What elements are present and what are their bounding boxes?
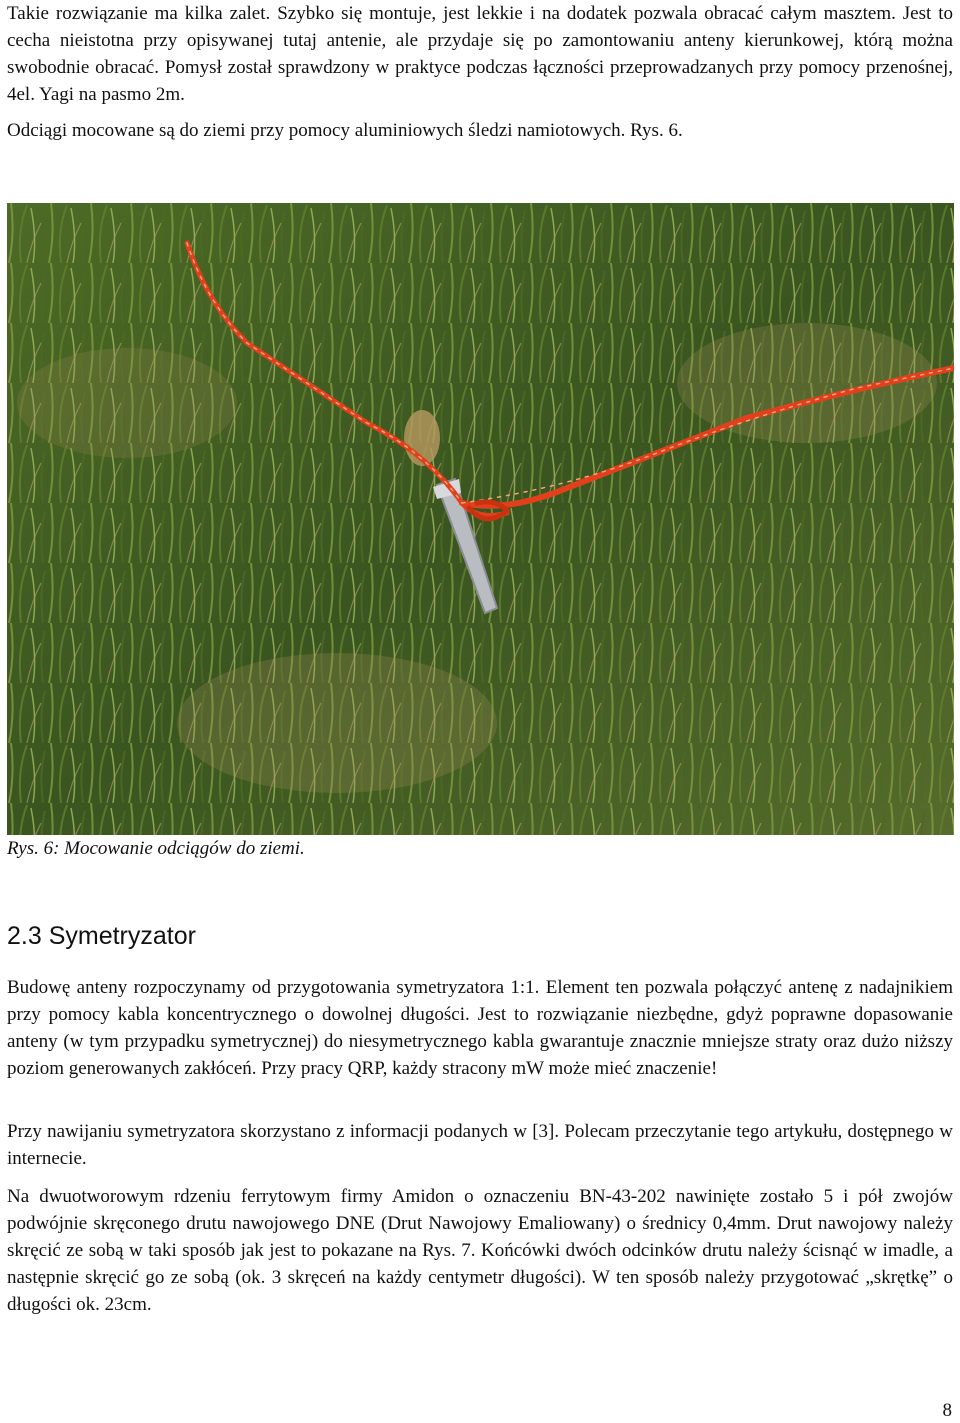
intro-paragraph-2: Odciągi mocowane są do ziemi przy pomocy aluminiowych śledzi namiotowych. Rys. 6.	[7, 120, 683, 141]
page-number: 8	[942, 1400, 952, 1421]
section-paragraph-1: Budowę anteny rozpoczynamy od przygotowania symetryzatora 1:1. Element ten pozwala połączyć antenę z nadajnikiem przy pomocy kabla koncentrycznego o dowolnej długości. Jest to rozwiązanie niezbędne, gdyż poprawne dopasowanie anteny (w tym przypadku symetrycznej) do niesymetrycznego kabla gwarantuje znacznie mniejsze straty oraz dużo niższy poziom generowanych zakłóceń. Przy pracy QRP, każdy stracony mW może mieć znaczenie!	[7, 977, 953, 1079]
grass-photo-illustration	[7, 203, 954, 835]
figure-caption: Rys. 6: Mocowanie odciągów do ziemi.	[7, 838, 305, 859]
section-paragraph-3: Na dwuotworowym rdzeniu ferrytowym firmy Amidon o oznaczeniu BN-43-202 nawinięte zostało 5 i pół zwojów podwójnie skręconego drutu nawojowego DNE (Drut Nawojowy Emaliowany) o średnicy 0,4mm. Drut nawojowy należy skręcić ze sobą w taki sposób jak jest to pokazane na Rys. 7. Końcówki dwóch odcinków drutu należy ścisnąć w imadle, a następnie skręcić go ze sobą (ok. 3 skręceń na każdy centymetr długości). W ten sposób należy przygotować „skrętkę” o długości ok. 23cm.	[7, 1186, 953, 1315]
intro-paragraph: Takie rozwiązanie ma kilka zalet. Szybko się montuje, jest lekkie i na dodatek pozwala obracać całym masztem. Jest to cecha nieistotna przy opisywanej tutaj antenie, ale przydaje się po zamontowaniu anteny kierunkowej, którą można swobodnie obracać. Pomysł został sprawdzony w praktyce podczas łączności przeprowadzanych przy pomocy przenośnej, 4el. Yagi na pasmo 2m.	[7, 3, 953, 105]
figure-photo-grass-tent-peg	[7, 203, 954, 835]
section-paragraph-2: Przy nawijaniu symetryzatora skorzystano z informacji podanych w [3]. Polecam przeczytanie tego artykułu, dostępnego w internecie.	[7, 1121, 953, 1169]
section-heading: 2.3 Symetryzator	[7, 922, 196, 950]
